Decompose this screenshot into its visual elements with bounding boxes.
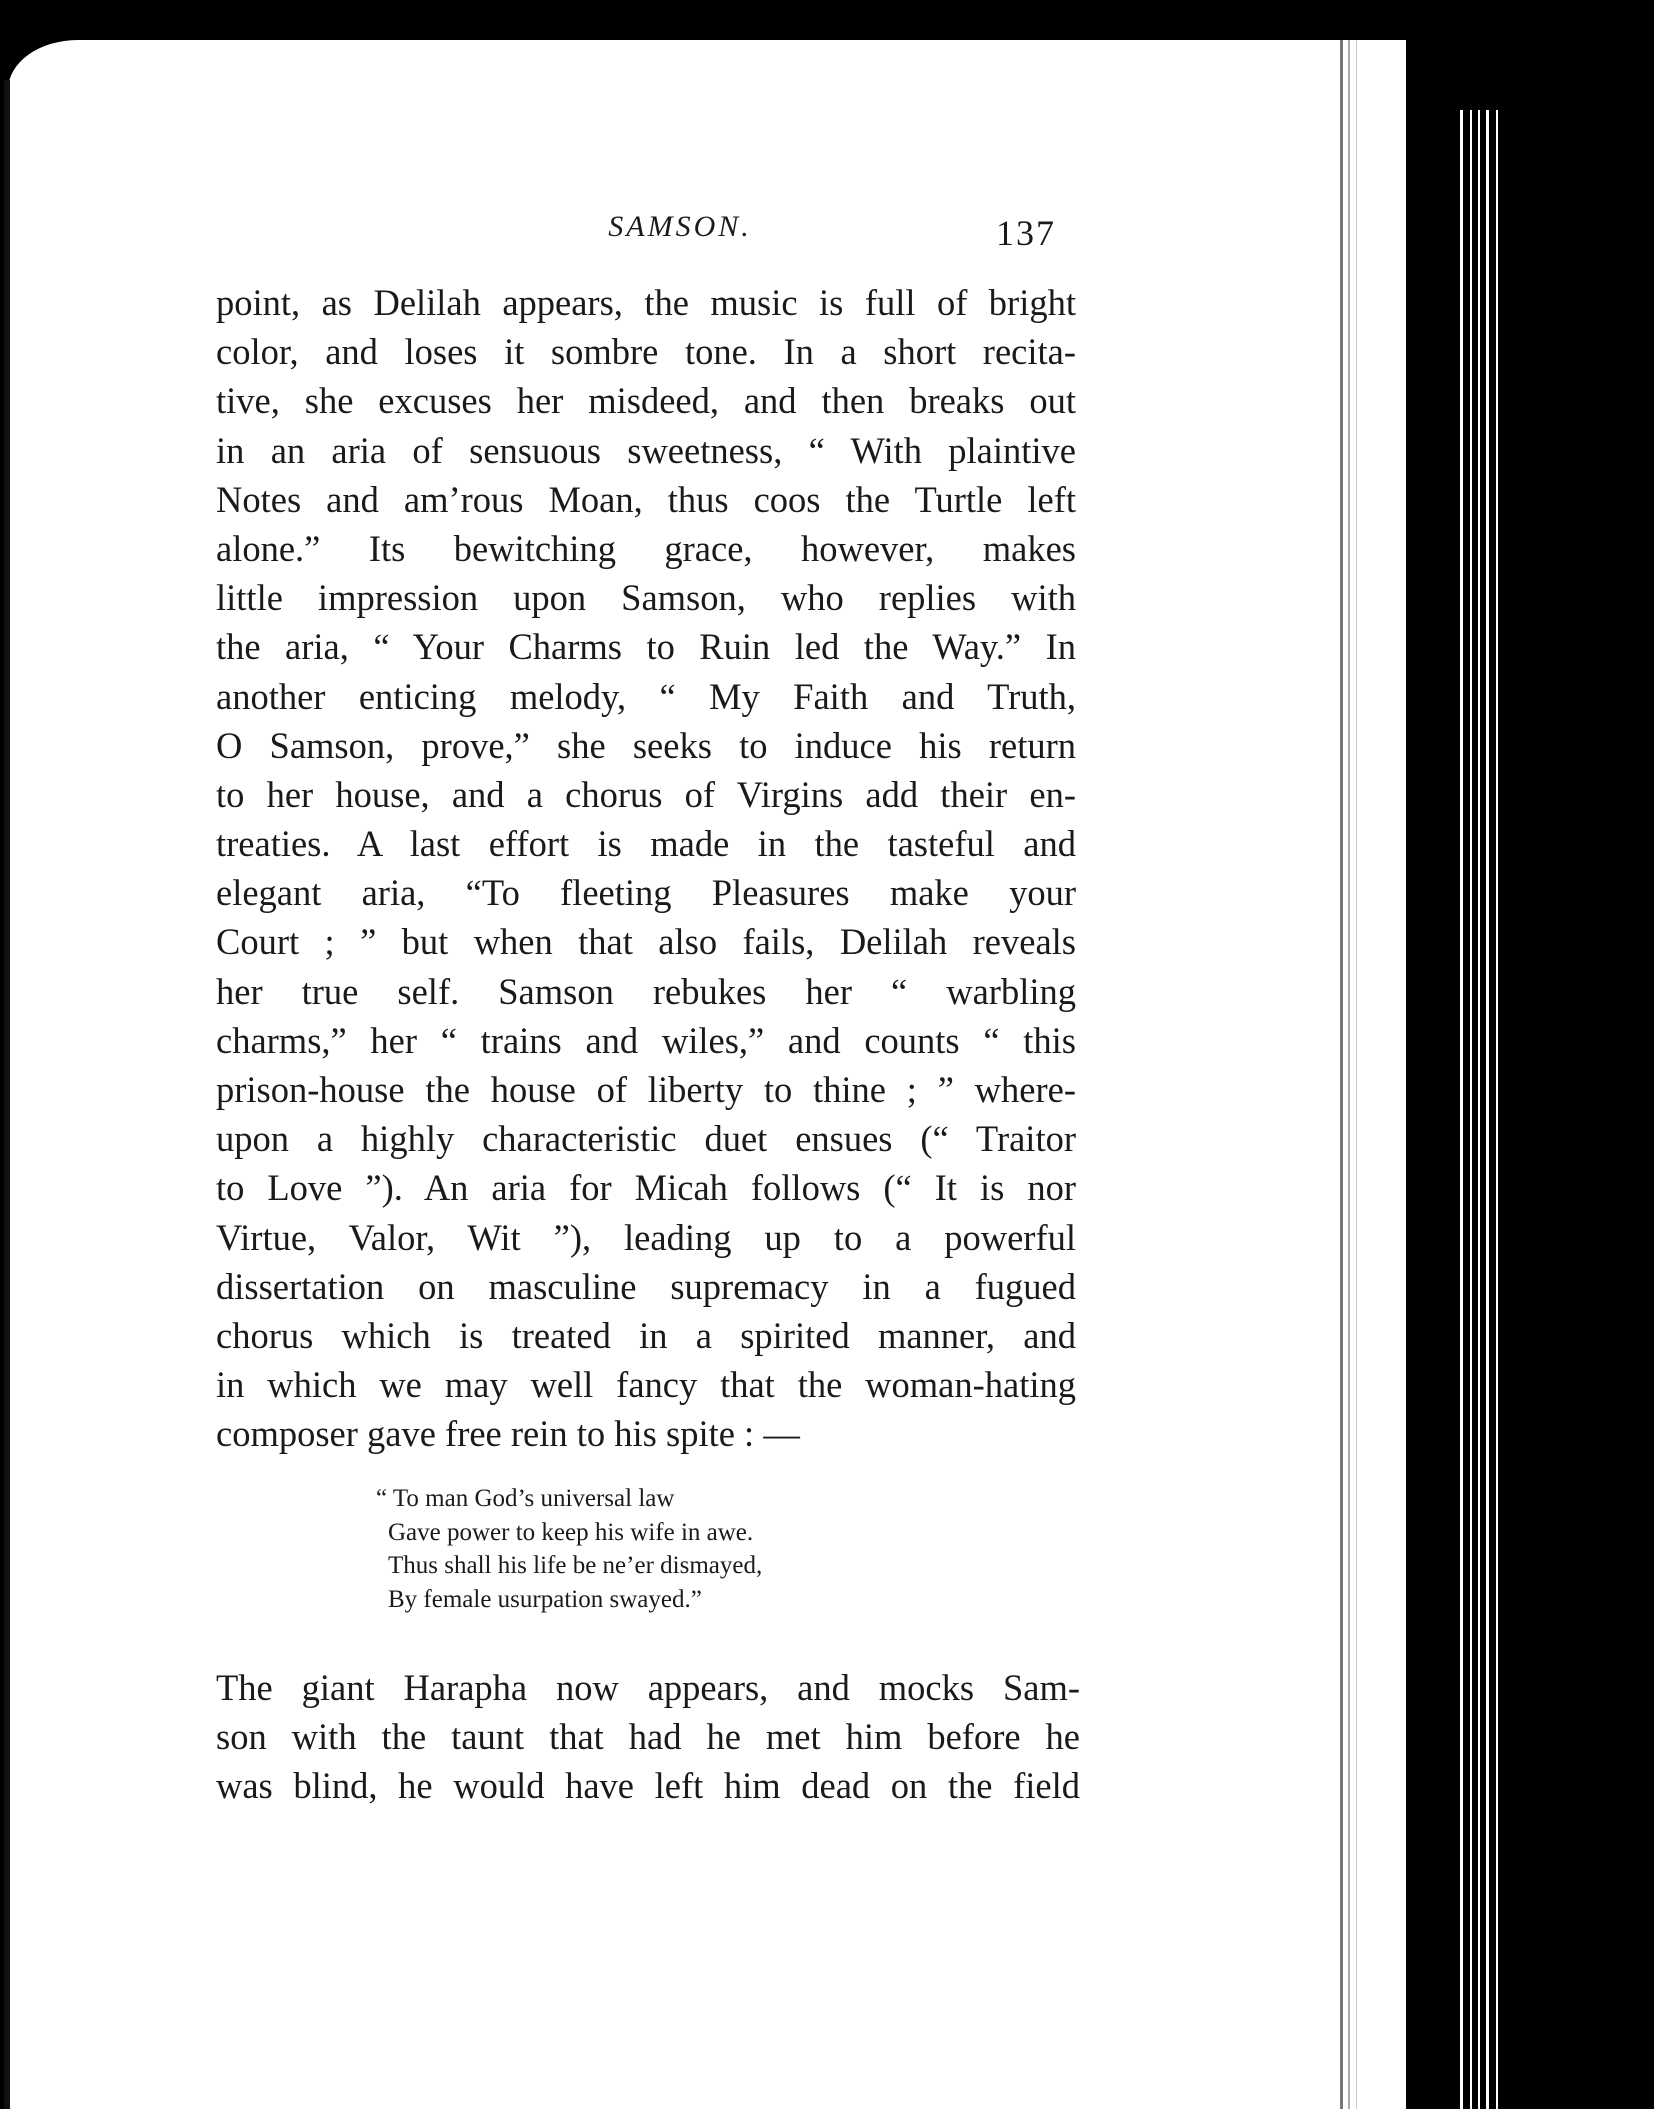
text-line: Virtue, Valor, Wit ”), leading up to a powerful — [216, 1216, 1076, 1258]
verse-line: Gave power to keep his wife in awe. — [388, 1518, 754, 1546]
text-line: elegant aria, “To fleeting Pleasures make your — [216, 872, 1076, 914]
text-line: son with the taunt that had he met him before he — [216, 1716, 1080, 1758]
text-line: was blind, he would have left him dead on the field — [216, 1765, 1080, 1807]
text-line: charms,” her “ trains and wiles,” and counts “ this — [216, 1019, 1076, 1061]
text-line: in an aria of sensuous sweetness, “ With plaintive — [216, 429, 1076, 471]
text-line: point, as Delilah appears, the music is full of bright — [216, 282, 1076, 323]
text-line: prison-house the house of liberty to thine ; ” where- — [216, 1069, 1076, 1110]
text-line: her true self. Samson rebukes her “ warbling — [216, 970, 1076, 1012]
text-line: in which we may well fancy that the woman-hating — [216, 1364, 1076, 1406]
text-line: little impression upon Samson, who replies with — [216, 577, 1076, 619]
text-line: tive, she excuses her misdeed, and then breaks out — [216, 380, 1076, 422]
text-line: the aria, “ Your Charms to Ruin led the Way.” In — [216, 626, 1076, 668]
verse-line: “ To man God’s universal law — [376, 1485, 675, 1512]
text-line: another enticing melody, “ My Faith and Truth, — [216, 675, 1076, 717]
text-line: upon a highly characteristic duet ensues (“ Traitor — [216, 1118, 1076, 1160]
text-line: dissertation on masculine supremacy in a fugued — [216, 1265, 1076, 1307]
paragraph-2 — [216, 1663, 1080, 1811]
text-line: Notes and am’rous Moan, thus coos the Turtle left — [216, 478, 1076, 520]
paragraph-1 — [216, 278, 1076, 1459]
text-line: composer gave free rein to his spite : — — [216, 1413, 800, 1455]
page-number: 137 — [996, 213, 1056, 253]
verse-line: Thus shall his life be ne’er dismayed, — [388, 1552, 763, 1580]
verse-quotation — [376, 1482, 948, 1616]
text-line: alone.” Its bewitching grace, however, makes — [216, 527, 1076, 569]
text-line: to her house, and a chorus of Virgins add their en- — [216, 773, 1076, 815]
text-line: Court ; ” but when that also fails, Delilah reveals — [216, 921, 1076, 963]
text-line: color, and loses it sombre tone. In a short recita- — [216, 331, 1076, 373]
text-line: O Samson, prove,” she seeks to induce his return — [216, 724, 1076, 766]
text-line: to Love ”). An aria for Micah follows (“ It is nor — [216, 1167, 1076, 1209]
text-line: treaties. A last effort is made in the tasteful and — [216, 823, 1076, 865]
running-head: SAMSON. — [608, 210, 752, 243]
text-line: The giant Harapha now appears, and mocks Sam- — [216, 1667, 1080, 1708]
verse-line: By female usurpation swayed.” — [388, 1585, 702, 1613]
text-line: chorus which is treated in a spirited manner, and — [216, 1314, 1076, 1356]
